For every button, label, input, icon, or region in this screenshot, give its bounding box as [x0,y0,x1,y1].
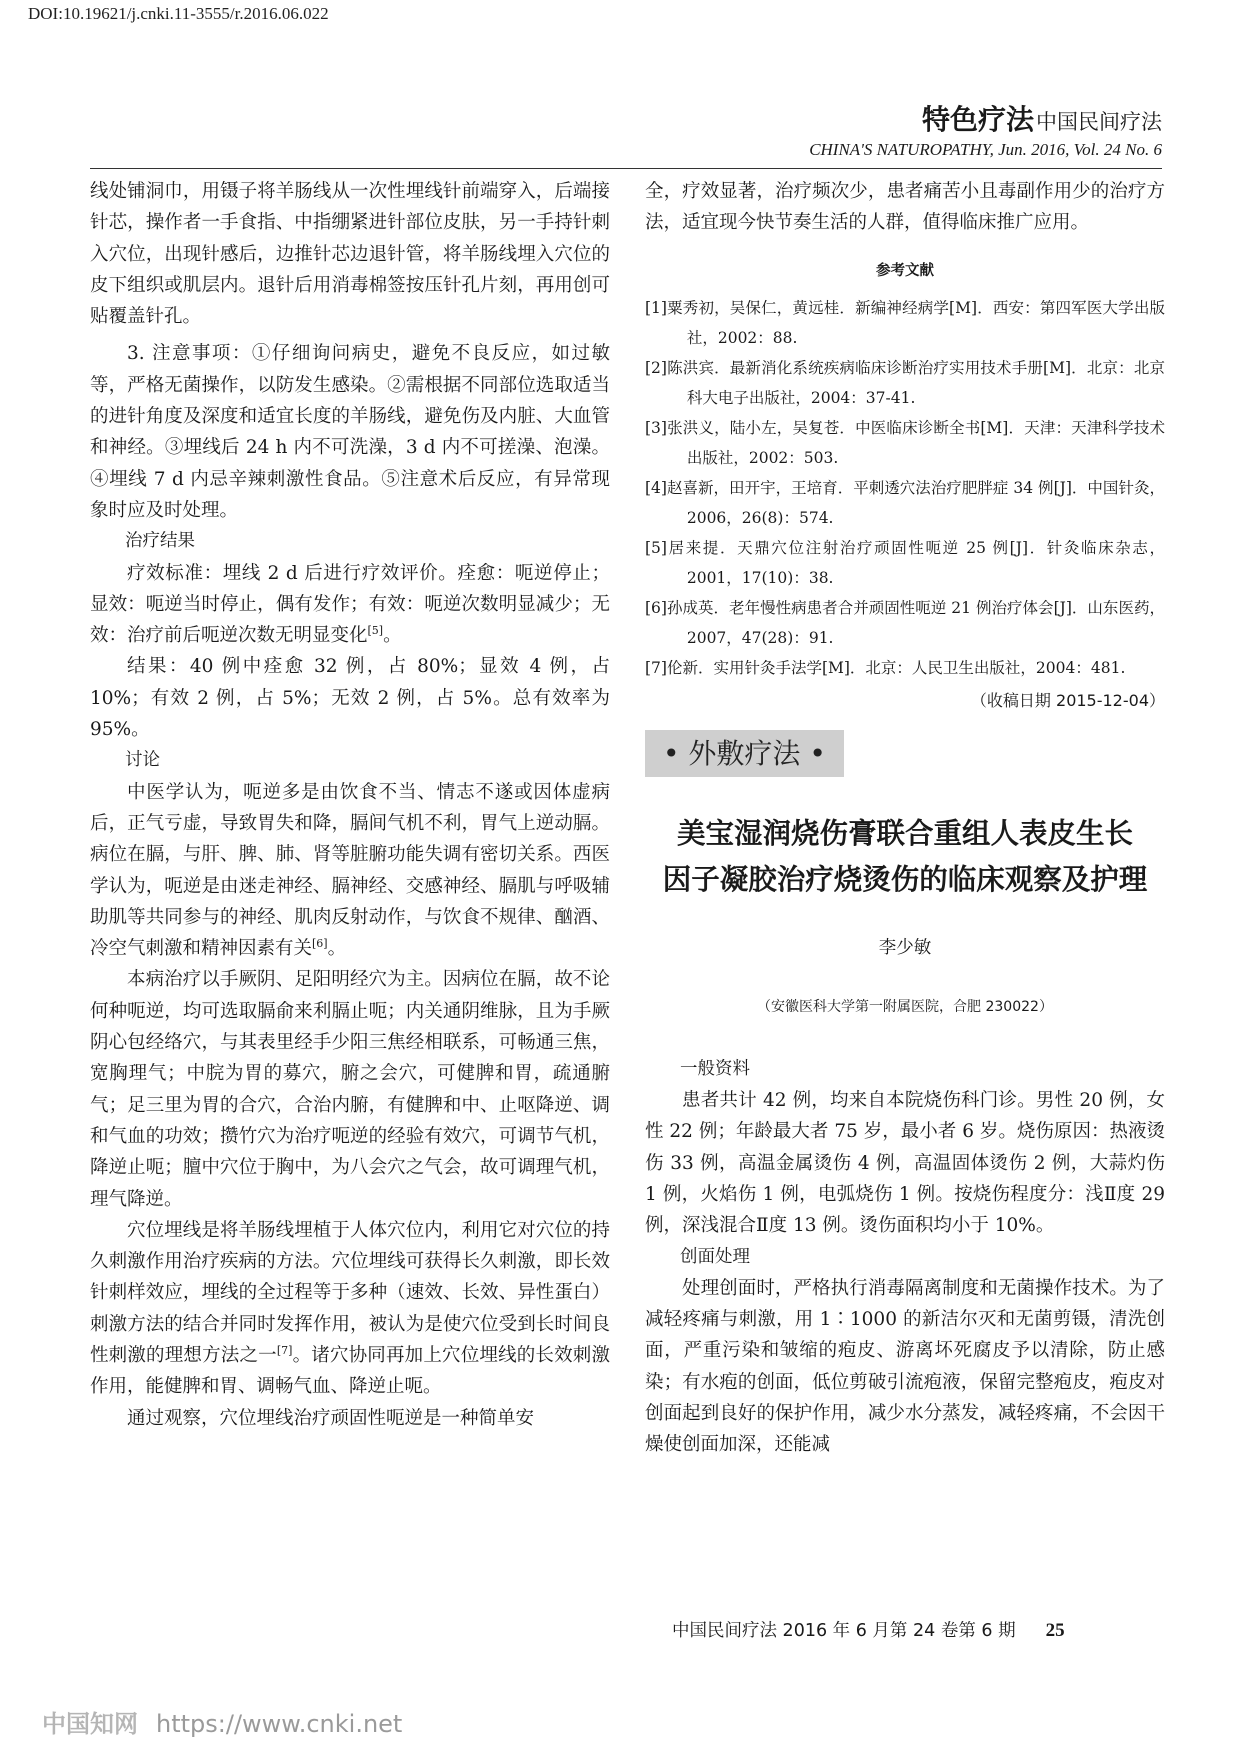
paragraph: 通过观察，穴位埋线治疗顽固性呃逆是一种简单安 [127,1407,535,1429]
reference-item: [4]赵喜新，田开宇，王培育．平刺透穴法治疗肥胖症 34 例[J]．中国针灸，2006，26(8)：574. [645,478,1165,527]
section-heading: 创面处理 [680,1246,750,1267]
reference-item: [5]居来提．天鼎穴位注射治疗顽固性呃逆 25 例[J]．针灸临床杂志，2001，17(10)：38. [645,538,1165,587]
reference-item: [3]张洪义，陆小左，吴复苍．中医临床诊断全书[M]．天津：天津科学技术出版社，2002：503. [645,418,1165,467]
paragraph: 中医学认为，呃逆多是由饮食不当、情志不遂或因体虚病后，正气亏虚，导致胃失和降，膈间气机不利，胃气上逆动膈。病位在膈，与肝、脾、肺、肾等脏腑功能失调有密切关系。西医学认为，呃逆是由迷走神经、膈神经、交感神经、膈肌与呼吸辅助肌等共同参与的神经、肌肉反射动作，与饮食不规律、酗酒、冷空气刺激和精神因素有关[6]。 [90,781,610,960]
affiliation: （安徽医科大学第一附属医院，合肥 230022） [757,999,1053,1016]
article-title-line: 美宝湿润烧伤膏联合重组人表皮生长 [676,817,1133,851]
paragraph: 结果：40 例中痊愈 32 例，占 80%；显效 4 例，占 10%；有效 2 例，占 5%；无效 2 例，占 5%。总有效率为 95%。 [90,656,610,741]
reference-item: [7]伦新．实用针灸手法学[M]．北京：人民卫生出版社，2004：481. [645,658,1126,677]
reference-item: [2]陈洪宾．最新消化系统疾病临床诊断治疗实用技术手册[M]．北京：北京科大电子出版社，2004：37-41. [645,358,1165,407]
header-rule [90,168,1162,169]
paragraph: 本病治疗以手厥阴、足阳明经穴为主。因病位在膈，故不论何种呃逆，均可选取膈俞来利膈止呃；内关通阴维脉，且为手厥阴心包经络穴，与其表里经手少阳三焦经相联系，可畅通三焦，宽胸理气；中脘为胃的募穴，腑之会穴，可健脾和胃，疏通腑气；足三里为胃的合穴，合治内腑，有健脾和中、止呕降逆、调和气血的功效；攒竹穴为治疗呃逆的经验有效穴，可调节气机，降逆止呃；膻中穴位于胸中，为八会穴之气会，故可调理气机，理气降逆。 [90,969,610,1210]
article-title-line: 因子凝胶治疗烧烫伤的临床观察及护理 [662,863,1148,897]
received-date: （收稿日期 2015-12-04） [970,690,1165,710]
paragraph: 疗效标准：埋线 2 d 后进行疗效评价。痊愈：呃逆停止；显效：呃逆当时停止，偶有发作；有效：呃逆次数明显减少；无效：治疗前后呃逆次数无明显变化[5]。 [90,562,610,647]
watermark [42,1704,402,1739]
section-title: 特色疗法 [921,103,1034,136]
paragraph: 处理创面时，严格执行消毒隔离制度和无菌操作技术。为了减轻疼痛与刺激，用 1∶1000 的新洁尔灭和无菌剪镊，清洗创面，严重污染和皱缩的疱皮、游离坏死腐皮予以清除，防止感染；有水疱的创面，低位剪破引流疱液，保留完整疱皮，疱皮对创面起到良好的保护作用，减少水分蒸发，减轻疼痛，不会因干燥使创面加深，还能减 [645,1277,1165,1456]
paragraph: 全，疗效显著，治疗频次少，患者痛苦小且毒副作用少的治疗方法，适宜现今快节奏生活的人群，值得临床推广应用。 [645,181,1165,234]
citation: [7] [276,1343,293,1357]
author: 李少敏 [878,938,932,959]
citation: [6] [312,936,328,950]
watermark-url: https://www.cnki.net [156,1710,403,1738]
paragraph: 患者共计 42 例，均来自本院烧伤科门诊。男性 20 例，女性 22 例；年龄最大者 75 岁，最小者 6 岁。烧伤原因：热液烫伤 33 例，高温金属烫伤 4 例，高温固体烫伤 2 例，大蒜灼伤 1 例，火焰伤 1 例，电弧烧伤 1 例。按烧伤程度分：浅Ⅱ度 29 例，深浅混合Ⅱ度 13 例。烫伤面积均小于 10%。 [645,1090,1165,1237]
cnki-logo: 中国知网 [42,1710,138,1738]
citation: [5] [367,624,384,637]
journal-issue-line: CHINA'S NATUROPATHY, Jun. 2016, Vol. 24 No. 6 [809,140,1162,159]
page-number: 25 [1045,1620,1065,1641]
reference-item: [1]粟秀初，吴保仁，黄远桂．新编神经病学[M]．西安：第四军医大学出版社，2002：88. [645,298,1165,347]
references-heading: 参考文献 [876,262,934,279]
paragraph: 线处铺洞巾，用镊子将羊肠线从一次性埋线针前端穿入，后端接针芯，操作者一手食指、中指绷紧进针部位皮肤，另一手持针刺入穴位，出现针感后，边推针芯边退针管，将羊肠线埋入穴位的皮下组织或肌层内。退针后用消毒棉签按压针孔片刻，再用创可贴覆盖针孔。 [90,181,610,328]
section-label-box: • 外敷疗法 • [645,730,844,777]
right-column [645,176,1165,1461]
section-heading: 治疗结果 [125,531,195,552]
page-footer [672,1617,1065,1642]
reference-item: [6]孙成英．老年慢性病患者合并顽固性呃逆 21 例治疗体会[J]．山东医药，2007，47(28)：91. [645,598,1165,647]
section-heading: 一般资料 [680,1058,750,1079]
journal-section-header [922,98,1162,138]
section-heading: 讨论 [125,750,160,771]
paragraph: 3. 注意事项：①仔细询问病史，避免不良反应，如过敏等，严格无菌操作，以防发生感染。②需根据不同部位选取适当的进针角度及深度和适宜长度的羊肠线，避免伤及内脏、大血管和神经。③埋线后 24 h 内不可洗澡，3 d 内不可搓澡、泡澡。④埋线 7 d 内忌辛辣刺激性食品。⑤注意术后反应，有异常现象时应及时处理。 [90,343,610,521]
article-title [645,811,1165,903]
left-column [90,176,610,1434]
doi-line: DOI:10.19621/j.cnki.11-3555/r.2016.06.022 [28,4,329,23]
journal-name: 中国民间疗法 [1036,110,1162,134]
footer-journal: 中国民间疗法 2016 年 6 月第 24 卷第 6 期 [672,1621,1016,1641]
paragraph: 穴位埋线是将羊肠线埋植于人体穴位内，利用它对穴位的持久刺激作用治疗疾病的方法。穴位埋线可获得长久刺激，即长效针刺样效应，埋线的全过程等于多种（速效、长效、异性蛋白）刺激方法的结合并同时发挥作用，被认为是使穴位受到长时间良性刺激的理想方法之一[7]。诸穴协同再加上穴位埋线的长效刺激作用，能健脾和胃、调畅气血、降逆止呃。 [90,1219,610,1398]
